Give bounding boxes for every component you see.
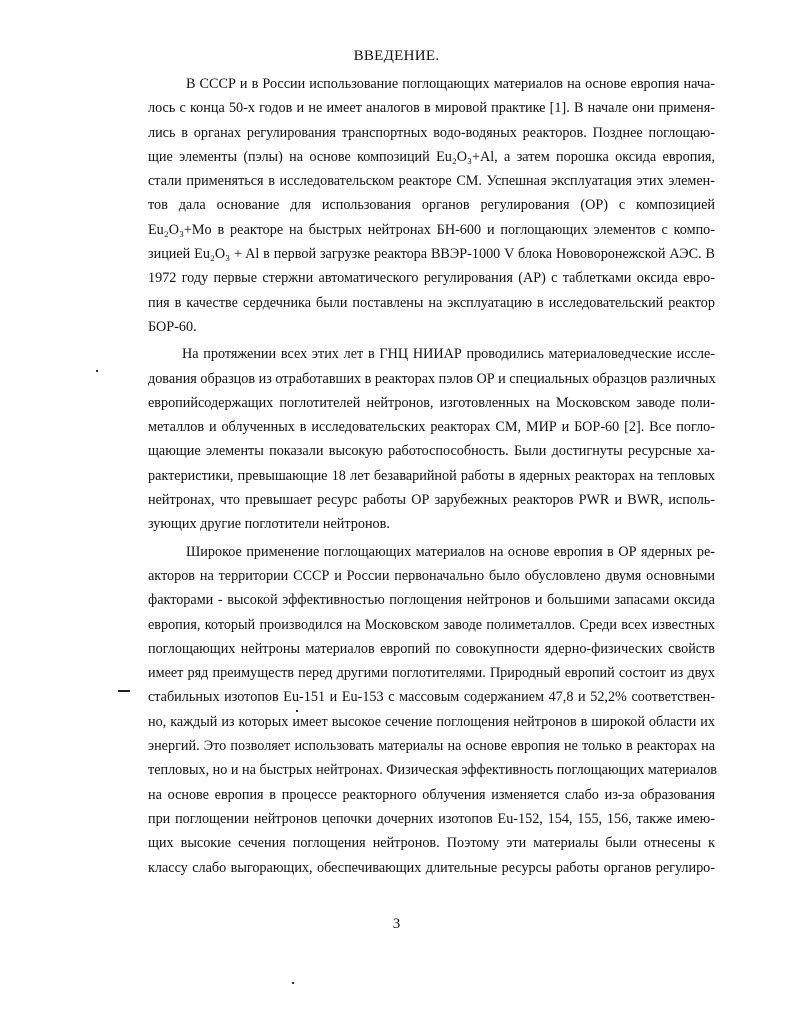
- text-line: стабильных изотопов Eu-151 и Eu-153 с массовым содержанием 47,8 и 52,2% соответствен-: [148, 689, 715, 706]
- text-line: на основе европия в процессе реакторного облучения изменяется слабо из-за образования: [148, 786, 715, 803]
- text-line: энергий. Это позволяет использовать материалы на основе европия не только в реакторах на: [148, 738, 715, 755]
- margin-mark: [118, 690, 130, 692]
- scan-speck: [292, 982, 294, 984]
- text-line: нейтронах, что превышает ресурс работы ОР зарубежных реакторов PWR и BWR, исполь-: [148, 492, 715, 509]
- body-text: [148, 72, 718, 880]
- text-line: лось с конца 50-х годов и не имеет аналогов в мировой практике [1]. В начале они применя-: [148, 100, 715, 117]
- scan-speck: [96, 370, 98, 372]
- text-line: 1972 году первые стержни автоматического регулирования (АР) с таблетками оксида евро-: [148, 270, 715, 287]
- text-line: На протяжении всех этих лет в ГНЦ НИИАР проводились материаловедческие иссле-: [182, 346, 715, 363]
- text-line: тепловых, но и на быстрых нейтронах. Физическая эффективность поглощающих материалов: [148, 762, 718, 779]
- text-line: при поглощении нейтронов цепочки дочерних изотопов Eu-152, 154, 155, 156, также имею-: [148, 810, 715, 827]
- text-line: щие элементы (пэлы) на основе композиций Eu₂O₃+Al, а затем порошка оксида европия,: [148, 148, 715, 165]
- scan-speck: [296, 710, 298, 712]
- text-line: имеет ряд преимуществ перед другими поглотителями. Природный европий состоит из двух: [148, 665, 715, 682]
- text-line: пия в качестве сердечника были поставлены на эксплуатацию в исследовательский реактор: [148, 294, 715, 311]
- text-line: классу слабо выгорающих, обеспечивающих длительные ресурсы работы органов регулиро-: [148, 859, 715, 876]
- text-line: поглощающих нейтроны материалов европий по совокупности ядерно-физических свойств: [148, 640, 715, 657]
- section-title: ВВЕДЕНИЕ.: [353, 48, 440, 64]
- text-line: Широкое применение поглощающих материалов на основе европия в ОР ядерных ре-: [186, 543, 715, 560]
- text-line: зицией Eu₂O₃ + Al в первой загрузке реактора ВВЭР-1000 V блока Нововоронежской АЭС. В: [148, 246, 715, 263]
- text-line: европия, который производился на Московском заводе полиметаллов. Среди всех известных: [148, 616, 715, 633]
- text-line: металлов и облученных в исследовательских реакторах СМ, МИР и БОР-60 [2]. Все погло-: [148, 419, 715, 436]
- text-line: БОР-60.: [148, 318, 197, 335]
- text-line: тов дала основание для использования органов регулирования (ОР) с композицией: [148, 197, 715, 214]
- text-line: дования образцов из отработавших в реакторах пэлов ОР и специальных образцов различных: [148, 370, 716, 387]
- text-line: стали применяться в исследовательском реакторе СМ. Успешная эксплуатация этих элемен-: [148, 173, 715, 190]
- text-line: акторов на территории СССР и России первоначально было обусловлено двумя основными: [148, 567, 715, 584]
- text-line: лись в органах регулирования транспортных водо-водяных реакторов. Позднее поглощаю-: [148, 124, 715, 141]
- text-line: щих высокие сечения поглощения нейтронов. Поэтому эти материалы были отнесены к: [148, 835, 715, 852]
- text-line: Eu₂O₃+Mo в реакторе на быстрых нейтронах БН-600 и поглощающих элементов с компо-: [148, 221, 715, 238]
- page-number: 3: [392, 916, 401, 932]
- text-line: рактеристики, превышающие 18 лет безаварийной работы в ядерных реакторах на тепловых: [148, 467, 715, 484]
- text-line: щающие элементы показали высокую работоспособность. Были достигнуты ресурсные ха-: [148, 443, 715, 460]
- text-line: зующих другие поглотители нейтронов.: [148, 516, 390, 533]
- text-line: но, каждый из которых имеет высокое сечение поглощения нейтронов в широкой области их: [148, 713, 715, 730]
- text-line: европийсодержащих поглотителей нейтронов, изготовленных на Московском заводе поли-: [148, 394, 715, 411]
- text-line: В СССР и в России использование поглощающих материалов на основе европия нача-: [186, 76, 715, 92]
- text-line: факторами - высокой эффективностью поглощения нейтронов и большими запасами оксида: [148, 592, 715, 609]
